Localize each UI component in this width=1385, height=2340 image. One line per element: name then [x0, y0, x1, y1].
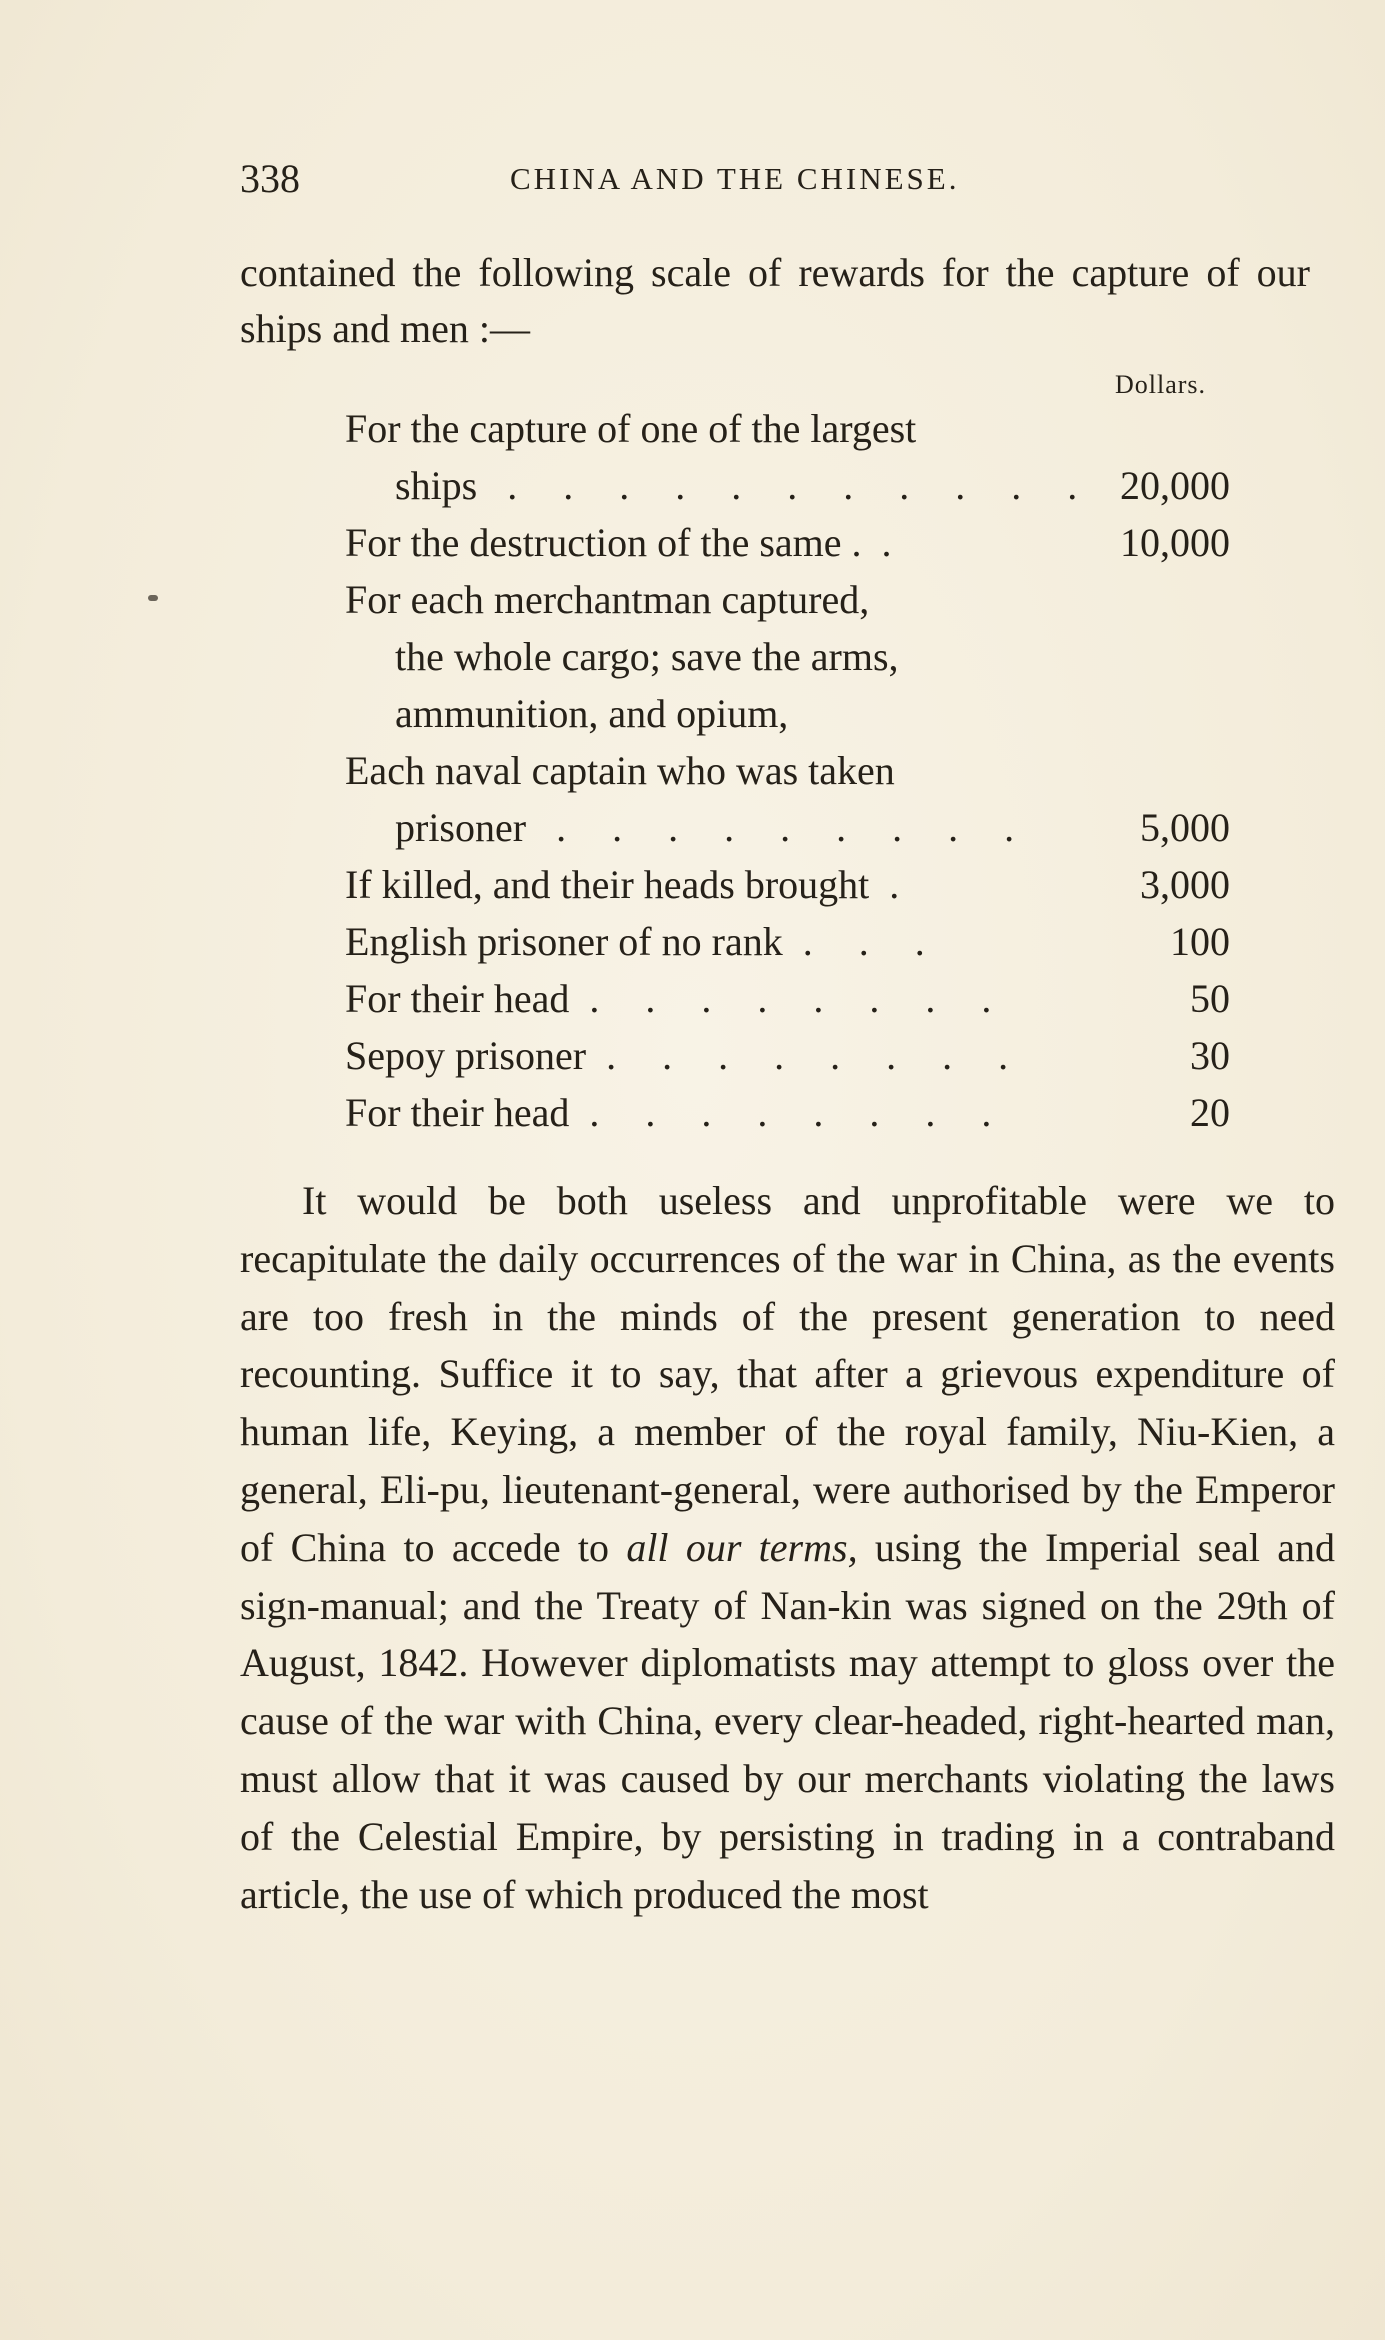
- paragraph-text: [240, 1172, 1335, 1923]
- rewards-row: [345, 571, 1245, 628]
- rewards-row: [345, 856, 1245, 913]
- reward-desc: ammunition, and opium,: [395, 691, 789, 736]
- intro-text: contained the following scale of rewards for the capture of our ships and men :—: [240, 250, 1310, 351]
- rewards-row: [345, 913, 1245, 970]
- rewards-row: [345, 457, 1245, 514]
- dot-leader: . . .: [802, 919, 943, 964]
- rewards-row: [345, 400, 1245, 457]
- reward-desc: English prisoner of no rank . . .: [345, 919, 943, 964]
- reward-desc: the whole cargo; save the arms,: [395, 634, 899, 679]
- reward-desc: ships . . . . . . . . . . .: [395, 463, 1096, 508]
- reward-desc: If killed, and their heads brought .: [345, 862, 918, 907]
- running-title: CHINA AND THE CHINESE.: [510, 161, 960, 196]
- rewards-row: [345, 742, 1245, 799]
- dot-leader: . . . . . . . . . . .: [507, 463, 1096, 508]
- dollars-column-head: Dollars.: [1115, 370, 1207, 399]
- dot-leader: .: [881, 520, 910, 565]
- dot-leader: . . . . . . . .: [589, 1090, 1010, 1135]
- reward-desc: For their head . . . . . . . .: [345, 1090, 1010, 1135]
- dot-leader: . . . . . . . .: [606, 1033, 1027, 1078]
- reward-amount: 3,000: [1140, 862, 1230, 907]
- reward-desc: For each merchantman captured,: [345, 577, 870, 622]
- reward-desc: Each naval captain who was taken: [345, 748, 895, 793]
- emphasis-text: all our terms,: [626, 1524, 858, 1570]
- rewards-row: [345, 1084, 1245, 1141]
- reward-amount: 20: [1190, 1090, 1230, 1135]
- reward-desc: For the destruction of the same . .: [345, 520, 910, 565]
- body-paragraph: [240, 1172, 1335, 1923]
- rewards-row: [345, 799, 1245, 856]
- rewards-row: [345, 970, 1245, 1027]
- reward-amount: 20,000: [1120, 463, 1230, 508]
- reward-desc: For their head . . . . . . . .: [345, 976, 1010, 1021]
- reward-desc: prisoner . . . . . . . . .: [395, 805, 1033, 850]
- reward-amount: 100: [1170, 919, 1230, 964]
- reward-desc: Sepoy prisoner . . . . . . . .: [345, 1033, 1027, 1078]
- reward-desc: For the capture of one of the largest: [345, 406, 917, 451]
- page-number: 338: [240, 156, 300, 201]
- reward-amount: 10,000: [1120, 520, 1230, 565]
- rewards-row: [345, 1027, 1245, 1084]
- rewards-table: [345, 400, 1245, 1141]
- paragraph-part: It would be both useless and unprofitable were we to recapitulate the daily occurrences of the war in China, as the events are too fresh in the minds of the present generation to need recounting. Suffice it to say, that after a grievous expenditure of human life, Keying, a member of the royal family, Niu-Kien, a general, Eli-pu, lieutenant-general, were authorised by the Emperor of China to accede to: [240, 1178, 1335, 1570]
- dot-leader: .: [889, 862, 918, 907]
- margin-mark: [148, 595, 158, 601]
- reward-amount: 5,000: [1140, 805, 1230, 850]
- dot-leader: . . . . . . . .: [589, 976, 1010, 1021]
- rewards-row: [345, 514, 1245, 571]
- dot-leader: . . . . . . . . .: [556, 805, 1033, 850]
- rewards-row: [345, 685, 1245, 742]
- page-header: [240, 155, 1340, 205]
- reward-amount: 30: [1190, 1033, 1230, 1078]
- paragraph-part: using the Imperial seal and sign-manual; and the Treaty of Nan-kin was signed on the 29th of August, 1842. However diplomatists may attempt to gloss over the cause of the war with China, every clear-headed, right-hearted man, must allow that it was caused by our merchants violating the laws of the Celestial Empire, by persisting in trading in a contraband article, the use of which produced the most: [240, 1524, 1336, 1917]
- rewards-row: [345, 628, 1245, 685]
- reward-amount: 50: [1190, 976, 1230, 1021]
